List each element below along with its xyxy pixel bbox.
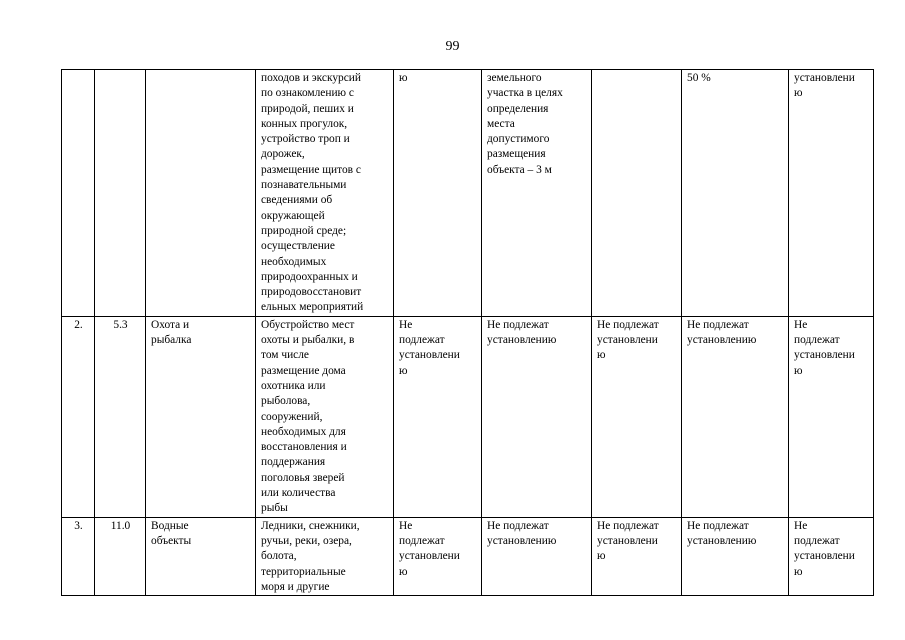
cell-line: познавательными [261, 179, 347, 192]
cell-line: конных прогулок, [261, 117, 348, 130]
cell-line: рыбалка [151, 334, 192, 347]
cell-line: природой, пеших и [261, 102, 354, 115]
cell-line: окружающей [261, 209, 325, 222]
cell-line: размещение дома [261, 364, 346, 377]
cell-line: природовосстановит [261, 286, 362, 299]
cell-line: установлени [794, 349, 855, 362]
cell-line: или количества [261, 487, 336, 500]
cell-line: Ледники, снежники, [261, 519, 360, 532]
cell-line: установлению [487, 334, 557, 347]
column7-cell [592, 316, 682, 517]
cell-line: природной среде; [261, 224, 347, 237]
cell-line: Не подлежат [687, 318, 749, 331]
cell-line: Обустройство мест [261, 318, 355, 331]
column5-cell [394, 316, 482, 517]
description-cell [256, 316, 394, 517]
cell-line: ельных мероприятий [261, 301, 364, 314]
column7-cell [592, 70, 682, 317]
cell-line: по ознакомлению с [261, 87, 354, 100]
cell-line: походов и экскурсий [261, 72, 362, 84]
cell-line: поголовья зверей [261, 471, 345, 484]
row-number-cell: 2. [62, 316, 95, 517]
cell-line: установлени [794, 72, 855, 84]
table-row [62, 316, 874, 517]
cell-line: установлени [597, 334, 658, 347]
cell-line: ю [794, 565, 803, 578]
code-cell [95, 70, 146, 317]
cell-line: восстановления и [261, 441, 347, 454]
cell-line: установлени [597, 534, 658, 547]
cell-line: ю [399, 364, 408, 377]
cell-line: Не подлежат [687, 519, 749, 532]
cell-line: определения [487, 102, 549, 115]
cell-line: ю [399, 72, 408, 84]
cell-line: установлению [687, 334, 757, 347]
cell-line: природоохранных и [261, 270, 358, 283]
cell-line: охоты и рыбалки, в [261, 334, 355, 347]
cell-line: сооружений, [261, 410, 323, 423]
column8-cell [682, 517, 789, 595]
name-cell [146, 70, 256, 317]
cell-line: Не подлежат [487, 318, 549, 331]
cell-line: ю [597, 550, 606, 563]
cell-line: рыбы [261, 502, 288, 515]
cell-line: территориальные [261, 565, 346, 578]
cell-line: участка в целях [487, 87, 563, 100]
cell-line: места [487, 117, 515, 130]
row-number-cell [62, 70, 95, 317]
cell-line: размещения [487, 148, 546, 161]
cell-line: поддержания [261, 456, 326, 469]
cell-line: установлени [399, 550, 460, 563]
column9-cell [789, 316, 874, 517]
cell-line: Водные [151, 519, 189, 532]
cell-line: рыболова, [261, 395, 311, 408]
row-number-cell: 3. [62, 517, 95, 595]
cell-line: ю [399, 565, 408, 578]
column6-cell [482, 70, 592, 317]
cell-line: охотника или [261, 379, 326, 392]
cell-line: том числе [261, 349, 309, 362]
cell-line: Охота и [151, 318, 190, 331]
cell-line: устройство троп и [261, 133, 350, 146]
code-cell: 11.0 [95, 517, 146, 595]
column7-cell [592, 517, 682, 595]
cell-line: Не [399, 318, 413, 331]
cell-line: установлению [687, 534, 757, 547]
table-row [62, 517, 874, 595]
cell-line: Не подлежат [487, 519, 549, 532]
column5-cell [394, 70, 482, 317]
cell-line: установлению [487, 534, 557, 547]
cell-line: болота, [261, 550, 297, 563]
cell-line: ю [597, 349, 606, 362]
name-cell [146, 316, 256, 517]
cell-line: Не [794, 318, 808, 331]
cell-line: размещение щитов с [261, 163, 361, 176]
cell-line: моря и другие [261, 580, 330, 593]
cell-line: установлени [399, 349, 460, 362]
cell-line: подлежат [399, 334, 445, 347]
cell-line: подлежат [794, 334, 840, 347]
column6-cell [482, 517, 592, 595]
cell-line: дорожек, [261, 148, 305, 161]
column9-cell [789, 517, 874, 595]
cell-line: установлени [794, 550, 855, 563]
name-cell [146, 517, 256, 595]
column8-cell [682, 70, 789, 317]
code-cell: 5.3 [95, 316, 146, 517]
cell-line: Не подлежат [597, 519, 659, 532]
cell-line: Не подлежат [597, 318, 659, 331]
description-cell [256, 70, 394, 317]
cell-line: необходимых [261, 255, 327, 268]
cell-line: 50 % [687, 72, 711, 84]
table-row [62, 70, 874, 317]
cell-line: подлежат [399, 534, 445, 547]
column6-cell [482, 316, 592, 517]
cell-line: объекта – 3 м [487, 163, 552, 176]
cell-line: осуществление [261, 240, 335, 253]
column8-cell [682, 316, 789, 517]
cell-line: ручьи, реки, озера, [261, 534, 352, 547]
cell-line: сведениями об [261, 194, 333, 207]
page-number: 99 [445, 39, 460, 54]
cell-line: объекты [151, 534, 192, 547]
land-use-table [61, 69, 874, 596]
column5-cell [394, 517, 482, 595]
cell-line: Не [794, 519, 808, 532]
cell-line: ю [794, 364, 803, 377]
cell-line: подлежат [794, 534, 840, 547]
cell-line: земельного [487, 72, 542, 84]
cell-line: необходимых для [261, 425, 346, 438]
cell-line: ю [794, 87, 803, 100]
column9-cell [789, 70, 874, 317]
cell-line: Не [399, 519, 413, 532]
description-cell [256, 517, 394, 595]
cell-line: допустимого [487, 133, 550, 146]
